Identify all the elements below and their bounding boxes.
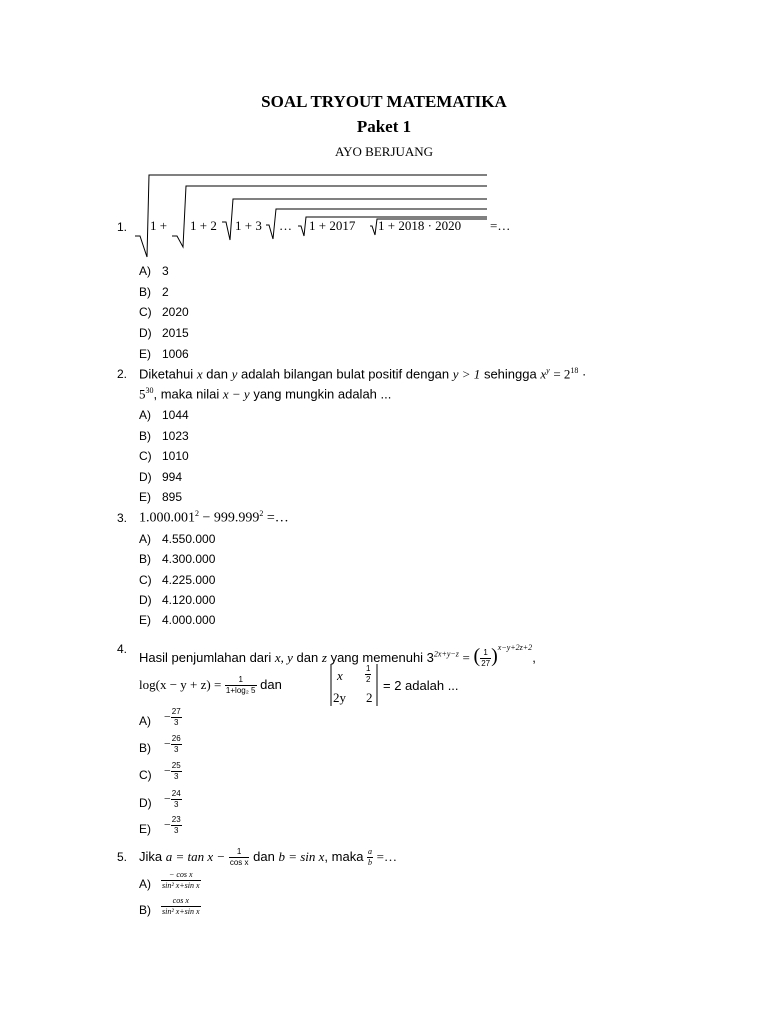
question-1-number: 1. [117, 220, 128, 234]
q4-exp-1: 2x+y−z [433, 649, 459, 659]
q2-condition: y > 1 [452, 366, 481, 382]
q5-text-b: dan [253, 849, 275, 864]
q4-text-b: dan [296, 650, 319, 665]
q3-option-a: 4.550.000 [162, 532, 216, 546]
q3-exp-a: 2 [195, 509, 199, 518]
page-subtitle: Paket 1 [356, 117, 412, 136]
q5-option-a-num: − cos x [161, 870, 201, 881]
q2-text-e: , maka nilai [153, 386, 220, 402]
q3-term-a: 1.000.001 [139, 510, 195, 526]
q4-option-c-num: 25 [171, 761, 181, 770]
q4-option-a-label: A) [139, 714, 151, 728]
question-3-number: 3. [117, 511, 128, 525]
q2-base-exp: 30 [145, 386, 154, 395]
q2-expr: x − y [222, 386, 250, 402]
q2-text-d: sehingga [483, 366, 537, 382]
q1-option-a-label: A) [139, 264, 151, 278]
q5-frac-den: cos x [229, 858, 249, 868]
q1-term-2017: 1 + 2017 [309, 218, 356, 233]
q4-option-d-num: 24 [171, 789, 181, 798]
q2-option-b: 1023 [162, 429, 189, 443]
q4-matrix-21 [333, 690, 346, 706]
q4-option-e-num: 23 [171, 815, 181, 824]
q4-matrix-12-den: 2 [366, 675, 371, 684]
q4-option-a-num: 27 [171, 707, 181, 716]
q4-paren-open: ( [473, 645, 481, 667]
q5-option-b [161, 896, 201, 917]
q2-text-a: Diketahui [139, 366, 194, 382]
q3-exp-b: 2 [259, 509, 264, 518]
q4-log-frac-den: 1+log₂ 5 [225, 686, 256, 696]
q5-expr-1: a = tan x − [165, 849, 226, 864]
q4-paren-close: ) [491, 645, 498, 667]
q4-option-b-den: 3 [174, 745, 179, 754]
q2-eq-exp: y [546, 366, 550, 375]
q4-frac-1-27 [480, 648, 491, 669]
q5-frac-num: 1 [229, 847, 250, 858]
q2-eq-lhs: x [540, 366, 547, 382]
q4-matrix-21-text: 2y [333, 690, 346, 705]
q4-option-b-frac [171, 734, 182, 755]
q5-option-a-den: sin² x+sin x [162, 881, 200, 890]
q3-option-e-label: E) [139, 613, 151, 627]
q2-eq-dot: · [582, 366, 587, 382]
q1-option-e: 1006 [162, 347, 189, 361]
q4-option-d-label: D) [139, 796, 152, 810]
q5-option-b-den: sin² x+sin x [162, 907, 200, 916]
q3-expression [139, 509, 289, 527]
q4-frac-den: 27 [481, 659, 491, 669]
q5-option-a [161, 870, 201, 891]
q3-option-e: 4.000.000 [162, 613, 216, 627]
q4-option-a-frac [171, 707, 182, 728]
q1-term-1: 1 + [150, 218, 168, 233]
q4-option-c-frac [171, 761, 182, 782]
q4-exp-2: x−y+2z+2 [497, 643, 533, 652]
q2-line-2 [139, 386, 391, 402]
q4-frac-num: 1 [480, 648, 491, 659]
question-2-number: 2. [117, 367, 128, 381]
q4-text-c: yang memenuhi 3 [330, 650, 434, 665]
q1-term-2: 1 + 2 [190, 218, 217, 233]
q4-option-b [164, 734, 182, 755]
q4-line-1 [139, 634, 536, 672]
q4-option-e-den: 3 [174, 826, 179, 835]
q4-option-d-den: 3 [174, 800, 179, 809]
q4-line-2 [139, 672, 282, 698]
q2-var-y: y [231, 366, 238, 382]
q3-option-c: 4.225.000 [162, 573, 216, 587]
q4-matrix-11: x [337, 668, 343, 683]
q5-expr-2: b = sin x [278, 849, 325, 864]
q3-option-d: 4.120.000 [162, 593, 216, 607]
q5-text-a: Jika [139, 849, 163, 864]
q1-option-c-label: C) [139, 305, 152, 319]
q2-text-f: yang mungkin adalah ... [253, 386, 392, 402]
q4-var-z: z [321, 650, 327, 665]
q4-option-e-label: E) [139, 822, 151, 836]
q4-option-d [164, 789, 182, 810]
q1-option-a: 3 [162, 264, 169, 278]
q4-log-frac-num: 1 [225, 675, 257, 686]
q4-option-a-sign: − [164, 709, 171, 724]
q4-text-a: Hasil penjumlahan dari [139, 650, 272, 665]
q5-line [139, 843, 397, 871]
q3-option-b: 4.300.000 [162, 552, 216, 566]
q2-option-a-label: A) [139, 408, 151, 422]
q5-ratio-num: a [368, 847, 373, 857]
q4-option-d-sign: − [164, 791, 171, 806]
q4-option-e-frac [171, 815, 182, 836]
q4-option-c-sign: − [164, 763, 171, 778]
q5-text-c: , maka [324, 849, 364, 864]
q4-option-a-den: 3 [174, 718, 179, 727]
q4-log-frac [225, 675, 257, 696]
page-title: SOAL TRYOUT MATEMATIKA [261, 92, 507, 111]
q2-base: 5 [139, 386, 146, 402]
q3-option-d-label: D) [139, 593, 152, 607]
q3-option-a-label: A) [139, 532, 151, 546]
q2-option-a: 1044 [162, 408, 189, 422]
q2-var-x: x [196, 366, 203, 382]
q4-dan: dan [260, 677, 282, 692]
q3-option-c-label: C) [139, 573, 152, 587]
q4-matrix-22: 2 [366, 690, 373, 705]
q4-option-b-sign: − [164, 736, 171, 751]
q4-option-c-label: C) [139, 768, 152, 782]
q2-option-e: 895 [162, 490, 183, 504]
q4-option-b-num: 26 [171, 734, 181, 743]
q4-option-e [164, 815, 182, 836]
q2-line-1 [139, 366, 689, 382]
q5-option-b-num: cos x [161, 896, 201, 907]
q5-ratio [367, 847, 373, 868]
q2-option-c: 1010 [162, 449, 189, 463]
q2-text-b: dan [206, 366, 228, 382]
q5-tail: =… [376, 849, 398, 864]
q2-text-c: adalah bilangan bulat positif dengan [240, 366, 450, 382]
q5-option-b-label: B) [139, 903, 151, 917]
q5-ratio-den: b [368, 858, 373, 868]
q2-eq-exp2: 18 [570, 366, 579, 375]
q4-comma: , [532, 650, 536, 665]
q1-option-b-label: B) [139, 285, 151, 299]
q1-tail: =… [490, 218, 511, 233]
q1-term-2018: 1 + 2018 · 2020 [378, 218, 462, 233]
q2-option-c-label: C) [139, 449, 152, 463]
q4-eq: = [462, 650, 470, 665]
q3-term-b: − 999.999 [202, 510, 260, 526]
q2-option-e-label: E) [139, 490, 151, 504]
q2-option-d-label: D) [139, 470, 152, 484]
q4-matrix-12 [365, 664, 371, 685]
q4-option-a [164, 707, 182, 728]
q3-tail: =… [266, 510, 289, 526]
q4-option-c [164, 761, 182, 782]
q1-option-d-label: D) [139, 326, 152, 340]
q3-option-b-label: B) [139, 552, 151, 566]
q1-option-b: 2 [162, 285, 169, 299]
q4-option-d-frac [171, 789, 182, 810]
q2-option-b-label: B) [139, 429, 151, 443]
question-4-number: 4. [117, 642, 128, 656]
q4-option-e-sign: − [164, 817, 171, 832]
question-5-number: 5. [117, 850, 128, 864]
q1-option-c: 2020 [162, 305, 189, 319]
q4-option-b-label: B) [139, 741, 151, 755]
q1-term-ellipsis: … [279, 218, 292, 233]
page-tagline: AYO BERJUANG [334, 144, 434, 159]
q4-tail: = 2 adalah ... [383, 678, 459, 693]
q4-option-c-den: 3 [174, 772, 179, 781]
q2-option-d: 994 [162, 470, 183, 484]
q4-vars-xy: x, y [274, 650, 293, 665]
q4-log-expr: log(x − y + z) = [139, 677, 222, 692]
q1-option-d: 2015 [162, 326, 189, 340]
q4-matrix-12-num: 1 [366, 664, 371, 673]
q5-option-a-label: A) [139, 877, 151, 891]
q1-term-3: 1 + 3 [235, 218, 262, 233]
q5-frac-cos [229, 847, 250, 868]
q2-eq-mid: = 2 [553, 366, 571, 382]
q1-option-e-label: E) [139, 347, 151, 361]
